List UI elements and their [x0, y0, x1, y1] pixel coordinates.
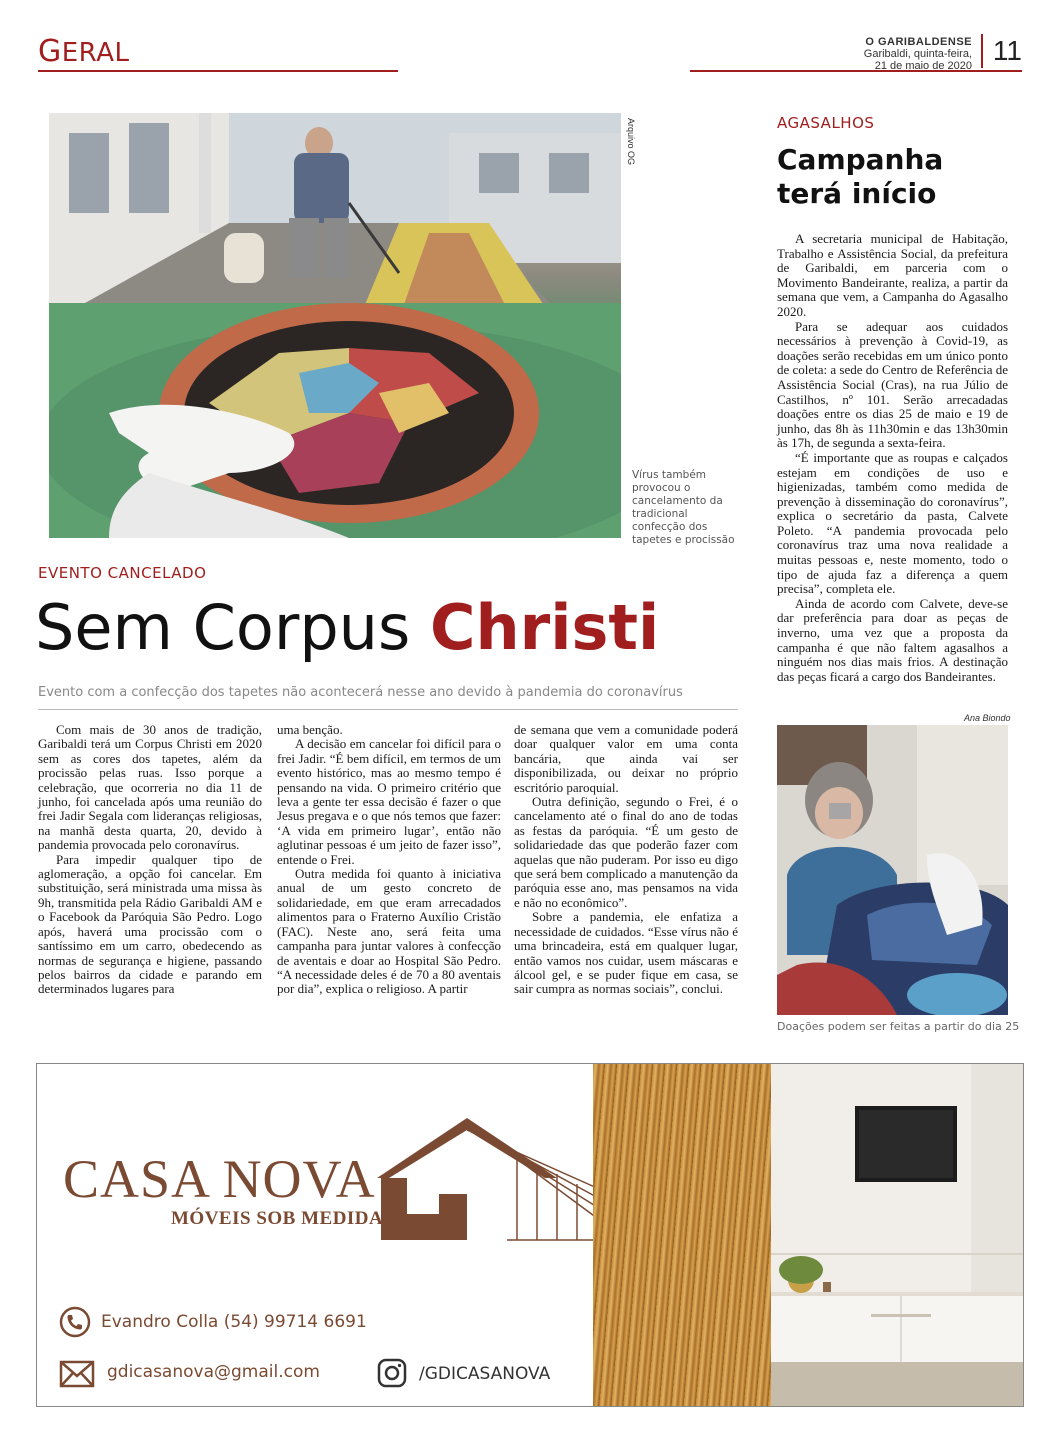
side-photo-caption: Doações podem ser feitas a partir do dia 25: [777, 1020, 1020, 1033]
side-photo: [777, 725, 1008, 1015]
paragraph: Outra medida foi quanto à iniciativa anual de um gesto concreto de solidariedade, em que eram arrecadados alimentos para o Fraterno Auxílio Cristão (FAC). Neste ano, será feita uma campanha para juntar valores à confecção de aventais e doar ao Hospital São Pedro. “A necessidade deles é de 70 a 80 aventais por dia”, explica o religioso. A partir: [277, 866, 501, 997]
ad-wood-panel: [593, 1064, 771, 1407]
paragraph: de semana que vem a comunidade poderá doar qualquer valor em uma conta bancária, que ainda vai ser disponibilizada, ou deixar no próprio escritório paroquial.: [514, 722, 738, 795]
main-subhead: Evento com a confecção dos tapetes não acontecerá nesse ano devido à pandemia do coronavírus: [38, 685, 683, 700]
side-headline: Campanha terá início: [777, 143, 944, 210]
paragraph: Para impedir qualquer tipo de aglomeração, a opção foi cancelar. Em substituição, será ministrada uma missa às 9h, transmitida pela Rádio Garibaldi AM e o Facebook da Paróquia São Pedro. Logo após, haverá uma procissão com o santíssimo em um carro, obedecendo as normas de segurança e higiene, passando pelos bairros da cidade e parando em determinados lugares para: [38, 851, 262, 997]
masthead: [864, 36, 972, 72]
main-photo-credit: Arquivo OG: [626, 118, 636, 166]
house-logo-icon: [367, 1108, 607, 1248]
ad-room-photo: [771, 1064, 1024, 1407]
paragraph: Sobre a pandemia, ele enfatiza a necessidade de cuidados. “Esse vírus não é uma brincadeira, está em qualquer lugar, então vamos nos cuidar, usem máscaras e álcool gel, e se puder fique em casa, se sair cumpra as normas sociais”, conclui.: [514, 909, 738, 997]
headline-plain: Sem Corpus: [35, 591, 430, 664]
header-rule-right: [690, 70, 1022, 72]
main-photo: [49, 113, 621, 538]
side-body: [777, 232, 1008, 684]
section-label: [38, 34, 129, 69]
article-column-2: [277, 723, 501, 997]
paragraph: Outra definição, segundo o Frei, é o cancelamento até o final do ano de todas as festas da paróquia. “É um gesto de solidariedade das que poderão fazer com aquelas que não puderam. Por isso eu digo que será bem complicado a manutenção da paróquia esse ano, mas pensamos na vida e não no econômico”.: [514, 794, 738, 910]
dateline-1: Garibaldi, quinta-feira,: [863, 48, 972, 60]
side-kicker: AGASALHOS: [777, 114, 875, 132]
section-label-rest: ERAL: [61, 38, 130, 68]
page-number: 11: [981, 34, 1022, 68]
paragraph: A decisão em cancelar foi difícil para o frei Jadir. “É bem difícil, em termos de um evento histórico, mas ao mesmo tempo é pensando na vida. O primeiro critério que leva a gente ter essa decisão é fazer o que Jesus pregava e o que nós temos que fazer: ‘A vida em primeiro lugar’, então não aglutinar pessoas é um jeito de fazer isso”, entende o Frei.: [277, 736, 501, 867]
ad-email: gdicasanova@gmail.com: [107, 1362, 320, 1382]
dateline-2: 21 de maio de 2020: [874, 60, 972, 72]
paragraph: Com mais de 30 anos de tradição, Garibaldi terá um Corpus Christi em 2020 sem as cores dos tapetes, além da procissão pelas ruas. Isso porque a celebração, que ocorreria no dia 11 de junho, foi cancelada após uma reunião do frei Jadir Segala com lideranças religiosas, na manhã desta quarta, 20, devido à pandemia provocada pelo coronavírus.: [38, 722, 262, 853]
header-rule-left: [38, 70, 398, 72]
paragraph: uma benção.: [277, 722, 343, 737]
article-column-1: [38, 723, 262, 997]
ad-tagline: MÓVEIS SOB MEDIDA: [171, 1208, 384, 1229]
paragraph: Ainda de acordo com Calvete, deve-se dar preferência para doar as peças de inverno, uma vez que a proposta da campanha é que não faltem agasalhos a ninguém nos dias mais frios. A destinação das peças ficará a cargo dos Bandeirantes.: [777, 595, 1008, 684]
email-icon: [59, 1360, 95, 1388]
main-photo-caption: Vírus também provocou o cancelamento da tradicional confecção dos tapetes e procissão: [632, 469, 735, 546]
paper-name: O GARIBALDENSE: [865, 36, 972, 48]
living-room-illustration: [771, 1064, 1024, 1407]
ad-instagram: /GDICASANOVA: [419, 1364, 551, 1384]
article-column-3: [514, 723, 738, 997]
paragraph: A secretaria municipal de Habitação, Trabalho e Assistência Social, da prefeitura de Garibaldi, em parceria com o Movimento Bandeirante, realiza, a partir da semana que vem, a Campanha do Agasalho 2020.: [777, 231, 1008, 319]
ad-phone: Evandro Colla (54) 99714 6691: [101, 1312, 367, 1332]
main-kicker: EVENTO CANCELADO: [38, 564, 207, 582]
main-rule: [38, 709, 738, 710]
section-label-initial: G: [38, 34, 62, 69]
side-photo-credit: Ana Biondo: [964, 713, 1011, 723]
phone-icon: [59, 1306, 91, 1338]
main-headline: [35, 590, 659, 666]
donation-photo-illustration: [777, 725, 1008, 1015]
ad-brand: CASA NOVA: [63, 1149, 376, 1209]
carpet-photo-illustration: [49, 113, 621, 538]
headline-accent: Christi: [429, 591, 660, 664]
instagram-icon: [377, 1358, 407, 1388]
paragraph: “É importante que as roupas e calçados estejam em condições de uso e higienizadas, também como medida de prevenção à disseminação do coronavírus”, explica o secretário da pasta, Calvete Poleto. “A pandemia provocada pelo coronavírus traz uma nova realidade a muitas pessoas e, neste momento, todo o tipo de ajuda faz a diferença a quem precisa”, completa ele.: [777, 449, 1008, 597]
paragraph: Para se adequar aos cuidados necessários à prevenção à Covid-19, as doações serão recebidas em um único ponto de coleta: a sede do Centro de Referência de Assistência Social (Cras), na rua Júlio de Castilhos, nº 101. Serão arrecadadas doações entre os dias 25 de maio e 19 de junho, das 8h às 11h30min e das 13h30min às 17h, de segunda a sexta-feira.: [777, 318, 1008, 451]
casa-nova-ad: [36, 1063, 1024, 1407]
